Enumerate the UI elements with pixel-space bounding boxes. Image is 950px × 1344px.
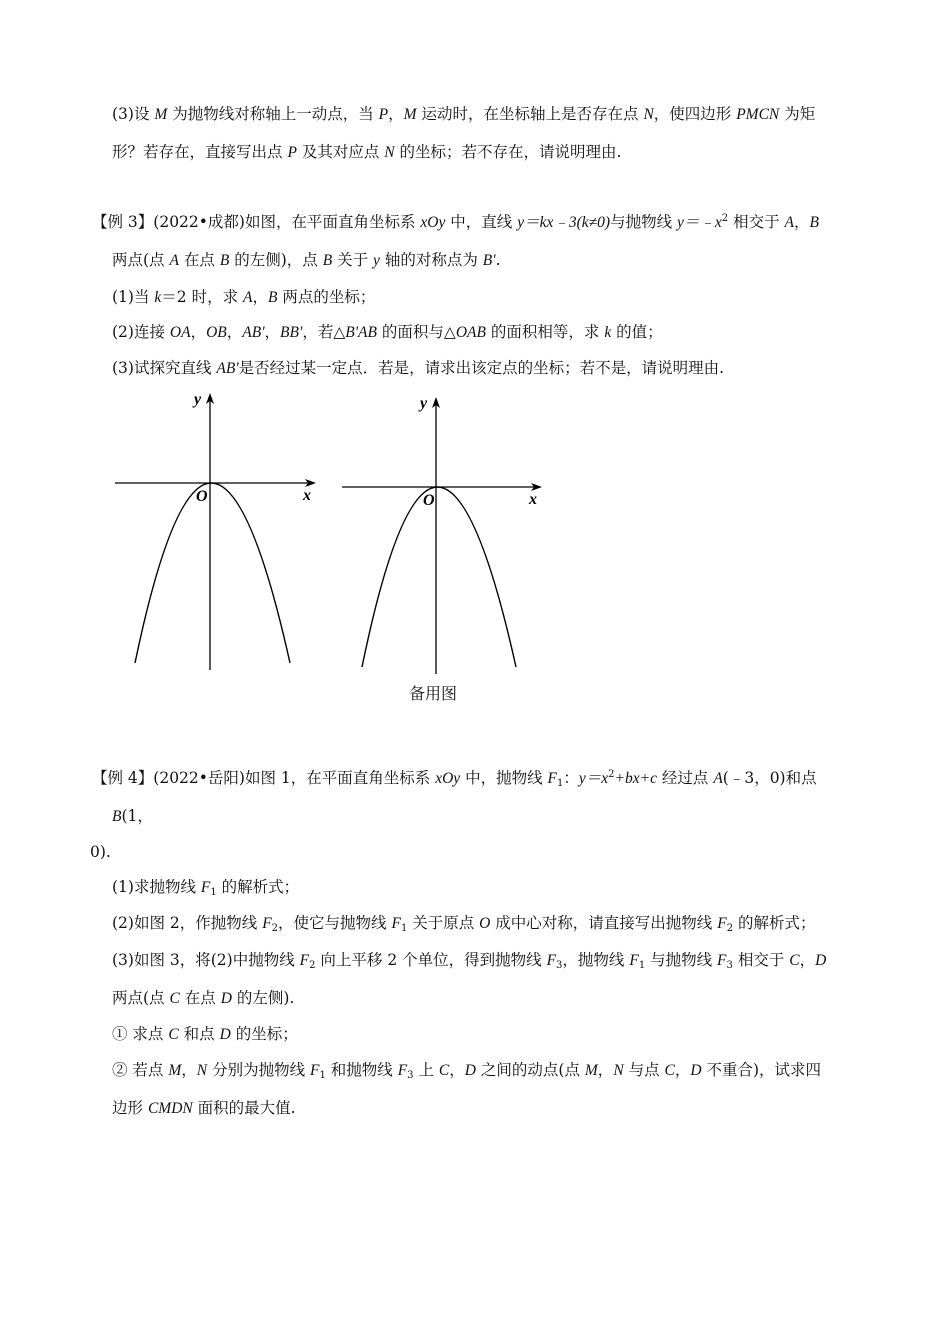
parabola-curve bbox=[135, 483, 290, 663]
y-axis-label: y bbox=[194, 391, 202, 408]
origin-label: O bbox=[423, 492, 435, 509]
ex3-q2: (2)连接 OA，OB，AB'，BB'，若△B'AB 的面积与△OAB 的面积相等，求 k 的值； bbox=[112, 323, 663, 341]
p1-line2: 形？若存在，直接写出点 P 及其对应点 N 的坐标；若不存在，请说明理由. bbox=[112, 143, 622, 161]
y-axis-label: y bbox=[420, 395, 428, 412]
ex4-line3: 0). bbox=[90, 843, 111, 861]
ex4-s1: ① 求点 C 和点 D 的坐标； bbox=[112, 1025, 298, 1043]
ex3-figure-2 bbox=[338, 392, 553, 682]
ex4-q3-line1: (3)如图 3，将(2)中抛物线 $F_2$ 向上平移 2 个单位，得到抛物线 $F_3$，抛物线 $F_1$ 与抛物线 $F_3$ 相交于 C，D bbox=[112, 951, 827, 971]
ex3-q1: (1)当 k＝2 时，求 A，B 两点的坐标； bbox=[112, 288, 376, 306]
ex4-q2: (2)如图 2，作抛物线 $F_2$，使它与抛物线 $F_1$ 关于原点 O 成中心对称，请直接写出抛物线 $F_2$ 的解析式； bbox=[112, 914, 816, 934]
ex4-q1: (1)求抛物线 $F_1$ 的解析式； bbox=[112, 878, 300, 898]
ex4-q3-line2: 两点(点 C 在点 D 的左侧). bbox=[112, 989, 295, 1007]
ex3-figure-1 bbox=[110, 388, 325, 678]
origin-label: O bbox=[196, 488, 208, 505]
p1-line1: (3)设 M 为抛物线对称轴上一动点，当 P，M 运动时，在坐标轴上是否存在点 N，使四边形 PMCN 为矩 bbox=[112, 105, 816, 123]
ex3-line1: 【例 3】(2022•成都)如图，在平面直角坐标系 xOy 中，直线 y＝kx﹣3(k≠0)与抛物线 $y=﹣x^2$ 相交于 A，B bbox=[92, 213, 819, 231]
ex3-q3: (3)试探究直线 AB'是否经过某一定点．若是，请求出该定点的坐标；若不是，请说明理由. bbox=[112, 359, 725, 377]
x-axis-label: x bbox=[529, 491, 537, 508]
ex4-s2-line1: ② 若点 M，N 分别为抛物线 $F_1$ 和抛物线 $F_3$ 上 C，D 之间的动点(点 M，N 与点 C，D 不重合)，试求四 bbox=[112, 1061, 822, 1081]
figure-caption: 备用图 bbox=[409, 684, 458, 703]
ex3-line2: 两点(点 A 在点 B 的左侧)，点 B 关于 y 轴的对称点为 B'. bbox=[112, 251, 501, 269]
ex4-line2: B(1， bbox=[112, 807, 153, 825]
ex4-line1: 【例 4】(2022•岳阳)如图 1，在平面直角坐标系 xOy 中，抛物线 $F_1$：$y=x^2+bx+c$ 经过点 A(﹣3，0)和点 bbox=[92, 769, 817, 789]
parabola-curve bbox=[362, 487, 516, 667]
x-axis-label: x bbox=[303, 487, 311, 504]
ex4-s2-line2: 边形 CMDN 面积的最大值. bbox=[112, 1099, 296, 1117]
